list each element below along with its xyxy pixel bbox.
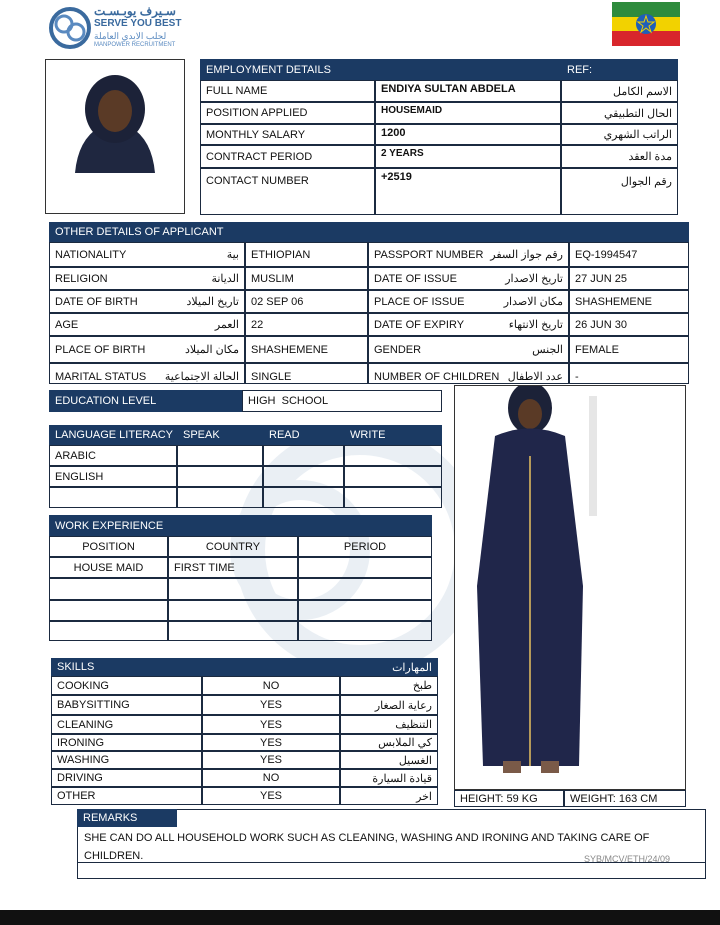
read-cell (263, 487, 344, 508)
age-value: 22 (245, 313, 368, 336)
skill-ar: كي الملابس (340, 734, 438, 751)
skill-name: BABYSITTING (51, 695, 202, 715)
work-period-header: PERIOD (298, 536, 432, 557)
other-details-header-right (368, 222, 689, 242)
dob-value: 02 SEP 06 (245, 290, 368, 313)
skill-value: YES (202, 751, 340, 769)
brand-name-en: SERVE YOU BEST (94, 18, 182, 29)
other-details-header: OTHER DETAILS OF APPLICANT (49, 222, 368, 242)
work-row-period (298, 557, 432, 578)
work-experience-header-right (239, 515, 432, 536)
bottom-border-bar (0, 910, 720, 925)
skill-ar: طبخ (340, 676, 438, 695)
employment-header: EMPLOYMENT DETAILS (200, 59, 561, 80)
emp-full-name-ar: الاسم الكامل (561, 80, 678, 102)
work-empty-cell (49, 578, 168, 600)
language-row: ARABIC (49, 445, 177, 466)
dob-label: DATE OF BIRTH تاريخ الميلاد (49, 290, 245, 313)
speak-cell (177, 445, 263, 466)
skill-value: YES (202, 715, 340, 734)
nationality-value: ETHIOPIAN (245, 242, 368, 267)
speak-header: SPEAK (177, 425, 263, 445)
speak-cell (177, 487, 263, 508)
write-cell (344, 466, 442, 487)
skill-value: NO (202, 769, 340, 787)
expiry-value: 26 JUN 30 (569, 313, 689, 336)
issue-place-label: PLACE OF ISSUE مكان الاصدار (368, 290, 569, 313)
marital-value: SINGLE (245, 363, 368, 384)
emp-position-ar: الحال التطبيقي (561, 102, 678, 124)
issue-date-value: 27 JUN 25 (569, 267, 689, 290)
emp-position-value: HOUSEMAID (375, 102, 561, 124)
skills-header: SKILLS (51, 658, 267, 676)
children-value: - (569, 363, 689, 384)
gender-value: FEMALE (569, 336, 689, 363)
age-label: AGE العمر (49, 313, 245, 336)
speak-cell (177, 466, 263, 487)
issue-date-label: DATE OF ISSUE تاريخ الاصدار (368, 267, 569, 290)
skill-value: YES (202, 787, 340, 805)
language-row (49, 487, 177, 508)
brand-sub-ar: لجلب الايدي العاملة (94, 31, 167, 41)
language-row: ENGLISH (49, 466, 177, 487)
marital-label: MARITAL STATUS الحالة الاجتماعية (49, 363, 245, 384)
emp-contract-label: CONTRACT PERIOD (200, 145, 375, 168)
height-value: HEIGHT: 59 KG (454, 790, 564, 807)
work-row-position: HOUSE MAID (49, 557, 168, 578)
pob-value: SHASHEMENE (245, 336, 368, 363)
emp-full-name-label: FULL NAME (200, 80, 375, 102)
education-value: HIGH SCHOOL (242, 390, 442, 412)
skill-ar: رعاية الصغار (340, 695, 438, 715)
ethiopia-flag-icon (612, 2, 680, 46)
emp-salary-label: MONTHLY SALARY (200, 124, 375, 145)
skill-name: CLEANING (51, 715, 202, 734)
skill-ar: اخر (340, 787, 438, 805)
emp-full-name-value: ENDIYA SULTAN ABDELA (375, 80, 561, 102)
full-body-photo (455, 386, 685, 789)
work-empty-cell (298, 621, 432, 641)
write-header: WRITE (344, 425, 442, 445)
emp-contract-value: 2 YEARS (375, 145, 561, 168)
emp-salary-ar: الراتب الشهري (561, 124, 678, 145)
reference-code: SYB/MCV/ETH/24/09 (584, 854, 671, 864)
passport-label: PASSPORT NUMBER رقم جواز السفر (368, 242, 569, 267)
read-cell (263, 445, 344, 466)
remarks-text: SHE CAN DO ALL HOUSEHOLD WORK SUCH AS CLEANING, WASHING AND IRONING AND TAKING CARE OF CHILDREN. (84, 832, 650, 862)
emp-contact-label: CONTACT NUMBER (200, 168, 375, 215)
work-experience-header: WORK EXPERIENCE (49, 515, 239, 536)
full-body-photo-frame (454, 385, 686, 790)
work-empty-cell (298, 578, 432, 600)
skills-header-ar: المهارات (267, 658, 438, 676)
expiry-label: DATE OF EXPIRY تاريخ الانتهاء (368, 313, 569, 336)
gender-label: GENDER الجنس (368, 336, 569, 363)
ref-header: REF: (561, 59, 678, 80)
work-country-header: COUNTRY (168, 536, 298, 557)
skill-ar: الغسيل (340, 751, 438, 769)
work-empty-cell (49, 600, 168, 621)
emp-position-label: POSITION APPLIED (200, 102, 375, 124)
skill-name: DRIVING (51, 769, 202, 787)
work-empty-cell (168, 621, 298, 641)
nationality-label: NATIONALITY بية (49, 242, 245, 267)
brand-name-ar: سـيرف يوبـسـت (94, 4, 176, 18)
skill-ar: قيادة السيارة (340, 769, 438, 787)
skill-name: COOKING (51, 676, 202, 695)
work-empty-cell (168, 600, 298, 621)
write-cell (344, 445, 442, 466)
work-position-header: POSITION (49, 536, 168, 557)
skill-name: IRONING (51, 734, 202, 751)
emp-contact-ar: رقم الجوال (561, 168, 678, 215)
write-cell (344, 487, 442, 508)
brand-sub-en: MANPOWER RECRUITMENT (94, 42, 176, 48)
work-empty-cell (168, 578, 298, 600)
religion-label: RELIGION الديانة (49, 267, 245, 290)
children-label: NUMBER OF CHILDREN عدد الاطفال (368, 363, 569, 384)
skill-value: YES (202, 734, 340, 751)
religion-value: MUSLIM (245, 267, 368, 290)
weight-value: WEIGHT: 163 CM (564, 790, 686, 807)
logo-icon (48, 6, 92, 50)
emp-contract-ar: مدة العقد (561, 145, 678, 168)
portrait-frame (45, 59, 185, 214)
emp-contact-value: +2519 (375, 168, 561, 215)
skill-ar: التنظيف (340, 715, 438, 734)
remarks-header: REMARKS (77, 809, 177, 827)
education-label: EDUCATION LEVEL (49, 390, 242, 412)
passport-value: EQ-1994547 (569, 242, 689, 267)
skill-name: OTHER (51, 787, 202, 805)
skill-name: WASHING (51, 751, 202, 769)
work-empty-cell (49, 621, 168, 641)
read-header: READ (263, 425, 344, 445)
emp-salary-value: 1200 (375, 124, 561, 145)
portrait-photo (55, 69, 175, 173)
pob-label: PLACE OF BIRTH مكان الميلاد (49, 336, 245, 363)
brand-logo (48, 4, 198, 52)
language-header: LANGUAGE LITERACY (49, 425, 177, 445)
work-empty-cell (298, 600, 432, 621)
skill-value: YES (202, 695, 340, 715)
issue-place-value: SHASHEMENE (569, 290, 689, 313)
skill-value: NO (202, 676, 340, 695)
work-row-country: FIRST TIME (168, 557, 298, 578)
read-cell (263, 466, 344, 487)
